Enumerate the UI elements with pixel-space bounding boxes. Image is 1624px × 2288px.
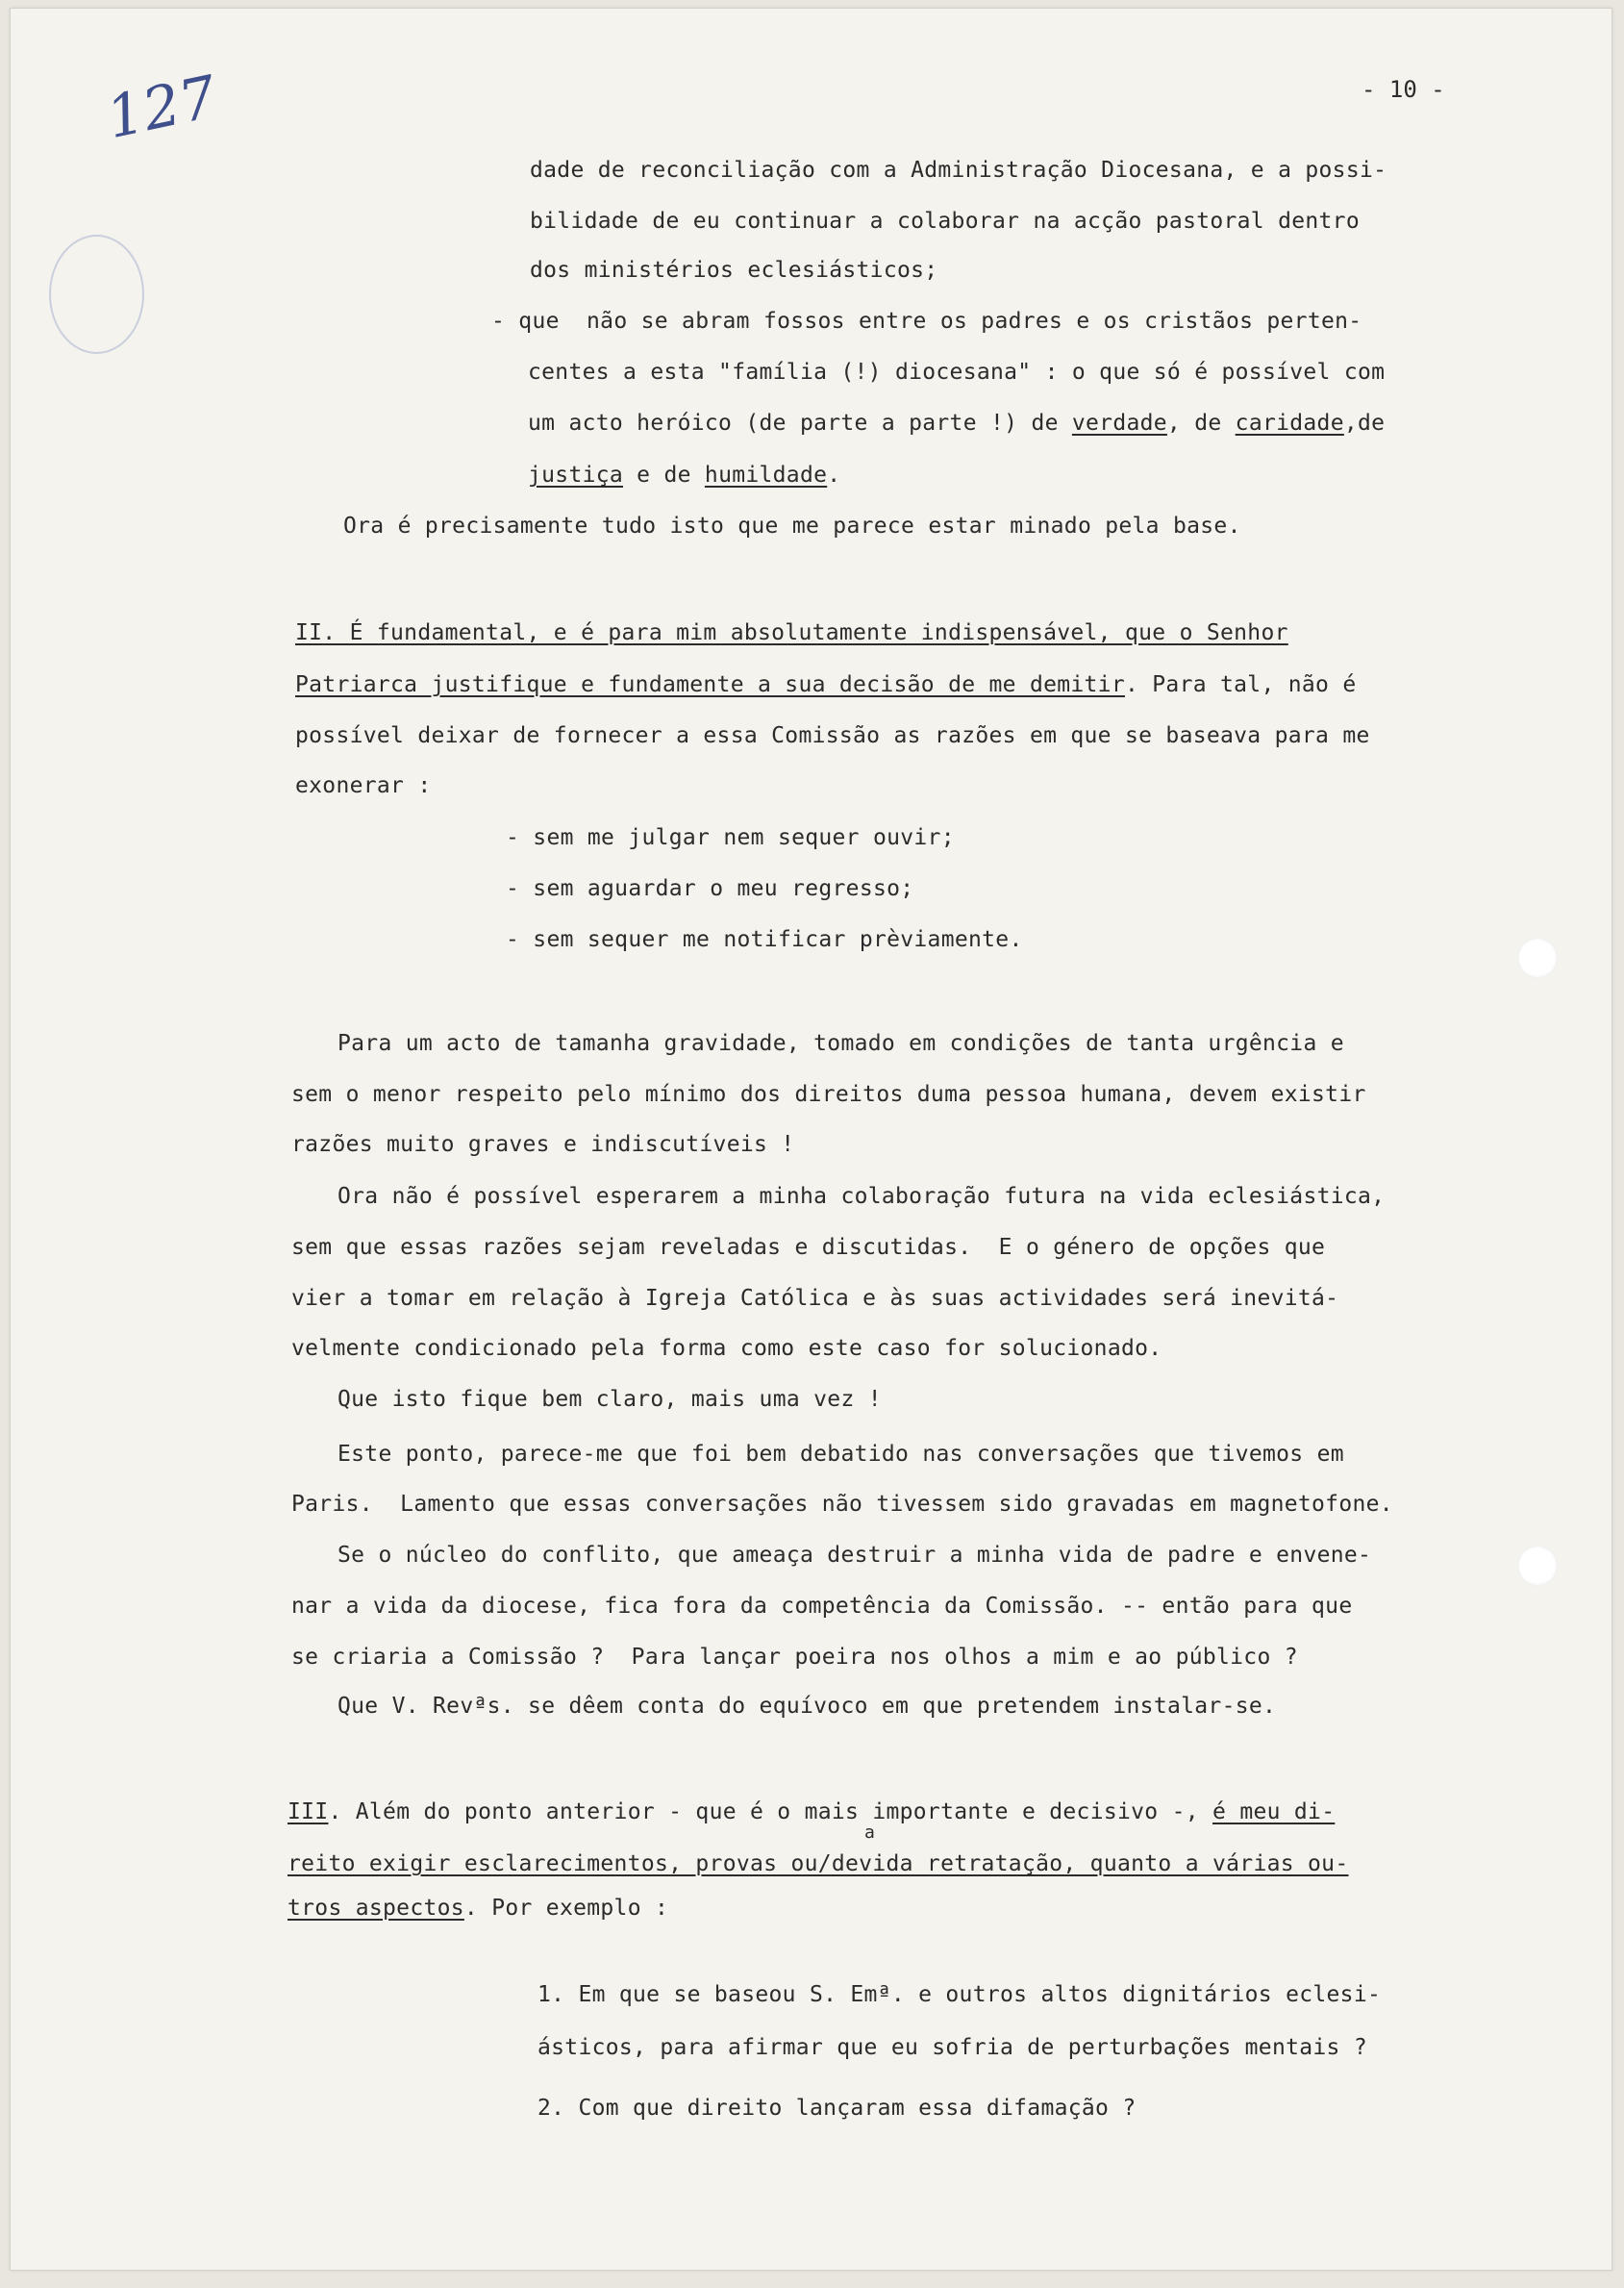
text-segment: velmente condicionado pela forma como este caso for solucionado. bbox=[291, 1336, 1162, 1361]
text-line bbox=[537, 1982, 1381, 2007]
underlined-text: reito exigir esclarecimentos, provas ou/devida retratação, quanto a várias ou- bbox=[287, 1851, 1349, 1876]
punch-hole-lower bbox=[1517, 1546, 1558, 1586]
text-line bbox=[337, 1031, 1344, 1056]
text-segment: possível deixar de fornecer a essa Comissão as razões em que se baseava para me bbox=[295, 723, 1370, 748]
text-segment: e de bbox=[623, 463, 705, 488]
text-line bbox=[291, 1235, 1325, 1260]
text-line bbox=[295, 620, 1288, 645]
text-line bbox=[295, 723, 1370, 748]
text-line bbox=[537, 2035, 1367, 2060]
text-line bbox=[291, 1336, 1162, 1361]
text-segment: 1. Em que se baseou S. Emª. e outros altos dignitários eclesi- bbox=[537, 1982, 1382, 2007]
text-line bbox=[528, 360, 1385, 385]
text-line bbox=[528, 463, 840, 488]
text-line bbox=[295, 672, 1357, 697]
handwritten-margin-note: 127 bbox=[100, 63, 223, 153]
text-line bbox=[291, 1492, 1393, 1517]
text-line bbox=[528, 411, 1385, 436]
text-line bbox=[506, 927, 1023, 952]
text-segment: Ora é precisamente tudo isto que me parece estar minado pela base. bbox=[343, 514, 1241, 539]
underlined-text: Patriarca justifique e fundamente a sua decisão de me demitir bbox=[295, 672, 1125, 697]
underlined-text: caridade bbox=[1235, 411, 1344, 436]
text-segment: sem que essas razões sejam reveladas e discutidas. E o género de opções que bbox=[291, 1235, 1326, 1260]
text-line bbox=[530, 209, 1360, 234]
text-line bbox=[291, 1082, 1366, 1107]
text-line bbox=[291, 1286, 1338, 1311]
text-segment: dos ministérios eclesiásticos; bbox=[530, 258, 938, 283]
text-segment: sem o menor respeito pelo mínimo dos direitos duma pessoa humana, devem existir bbox=[291, 1082, 1366, 1107]
document-page bbox=[10, 8, 1612, 2271]
text-line bbox=[337, 1543, 1371, 1568]
text-segment: Este ponto, parece-me que foi bem debatido nas conversações que tivemos em bbox=[337, 1442, 1344, 1467]
text-segment: - sem aguardar o meu regresso; bbox=[506, 876, 914, 901]
underlined-text: tros aspectos bbox=[287, 1896, 464, 1921]
text-segment: Que V. Revªs. se dêem conta do equívoco em que pretendem instalar-se. bbox=[337, 1694, 1277, 1719]
underlined-text: humildade bbox=[704, 463, 828, 488]
text-segment: centes a esta "família (!) diocesana" : o que só é possível com bbox=[528, 360, 1386, 385]
underlined-text: verdade bbox=[1071, 411, 1167, 436]
text-segment: dade de reconciliação com a Administração Diocesana, e a possi- bbox=[530, 158, 1387, 183]
text-segment: . Além do ponto anterior - que é o mais importante e decisivo -, bbox=[328, 1799, 1213, 1824]
text-line bbox=[530, 258, 937, 283]
text-segment: ,de bbox=[1343, 411, 1386, 436]
text-line bbox=[291, 1132, 794, 1157]
text-segment: exonerar : bbox=[295, 773, 432, 798]
text-segment: Ora não é possível esperarem a minha colaboração futura na vida eclesiástica, bbox=[337, 1184, 1386, 1209]
punch-hole-upper bbox=[1517, 938, 1558, 978]
text-segment: - que não se abram fossos entre os padres e os cristãos perten- bbox=[491, 309, 1362, 334]
faded-stamp bbox=[49, 235, 144, 354]
text-line bbox=[337, 1442, 1344, 1467]
text-line bbox=[287, 1896, 668, 1921]
text-segment: Paris. Lamento que essas conversações não tivessem sido gravadas em magnetofone. bbox=[291, 1492, 1393, 1517]
text-segment: . Por exemplo : bbox=[463, 1896, 669, 1921]
text-segment: - sem me julgar nem sequer ouvir; bbox=[506, 825, 955, 850]
text-segment: - sem sequer me notificar prèviamente. bbox=[506, 927, 1023, 952]
text-line bbox=[537, 2096, 1136, 2121]
text-segment: 2. Com que direito lançaram essa difamação ? bbox=[537, 2096, 1137, 2121]
text-segment: vier a tomar em relação à Igreja Católica e às suas actividades será inevitá- bbox=[291, 1286, 1339, 1311]
text-segment: Para um acto de tamanha gravidade, tomado em condições de tanta urgência e bbox=[337, 1031, 1344, 1056]
text-segment: se criaria a Comissão ? Para lançar poeira nos olhos a mim e ao público ? bbox=[291, 1645, 1298, 1670]
text-line bbox=[295, 773, 431, 798]
underlined-text: III bbox=[287, 1799, 329, 1824]
text-line bbox=[287, 1799, 1335, 1824]
text-line bbox=[291, 1645, 1298, 1670]
text-line bbox=[506, 825, 955, 850]
text-line bbox=[343, 514, 1241, 539]
text-segment: Se o núcleo do conflito, que ameaça destruir a minha vida de padre e envene- bbox=[337, 1543, 1372, 1568]
text-segment: . Para tal, não é bbox=[1124, 672, 1357, 697]
text-segment: Que isto fique bem claro, mais uma vez ! bbox=[337, 1387, 882, 1412]
text-segment: razões muito graves e indiscutíveis ! bbox=[291, 1132, 795, 1157]
text-segment: bilidade de eu continuar a colaborar na acção pastoral dentro bbox=[530, 209, 1360, 234]
text-segment: ásticos, para afirmar que eu sofria de perturbações mentais ? bbox=[537, 2035, 1367, 2060]
text-line bbox=[506, 876, 913, 901]
page-number: - 10 - bbox=[1362, 76, 1445, 103]
insertion-mark: a bbox=[864, 1823, 876, 1843]
text-segment: um acto heróico (de parte a parte !) de bbox=[528, 411, 1072, 436]
text-line bbox=[491, 309, 1362, 334]
text-line bbox=[291, 1594, 1352, 1619]
text-line bbox=[337, 1694, 1276, 1719]
text-segment: . bbox=[827, 463, 841, 488]
underlined-text: II. É fundamental, e é para mim absolutamente indispensável, que o Senhor bbox=[295, 620, 1288, 645]
text-line bbox=[287, 1851, 1348, 1876]
text-segment: nar a vida da diocese, fica fora da competência da Comissão. -- então para que bbox=[291, 1594, 1353, 1619]
text-segment: , de bbox=[1166, 411, 1236, 436]
text-line bbox=[337, 1184, 1385, 1209]
text-line bbox=[337, 1387, 882, 1412]
underlined-text: justiça bbox=[528, 463, 624, 488]
text-line bbox=[530, 158, 1387, 183]
underlined-text: é meu di- bbox=[1212, 1799, 1336, 1824]
